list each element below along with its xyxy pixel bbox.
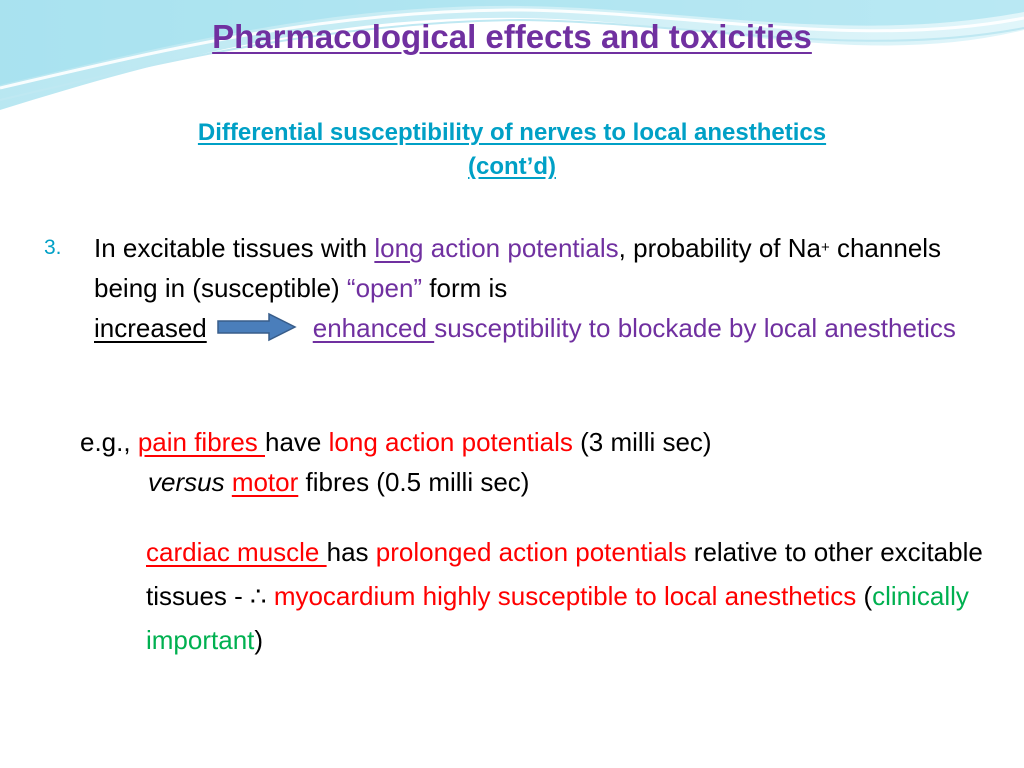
text-run: relative to other excitable tissues - (146, 537, 983, 611)
example-line-2 (80, 462, 980, 502)
clinically-important-term: clinically important (146, 581, 969, 655)
long-term: long (374, 233, 424, 263)
subtitle-line-1: Differential susceptibility of nerves to local anesthetics (197, 119, 827, 146)
text-run: have (265, 427, 329, 457)
example-line-1 (80, 422, 980, 462)
text-run: ) (254, 625, 264, 655)
list-number: 3. (44, 236, 62, 259)
motor-term: motor (231, 467, 299, 497)
cardiac-paragraph (146, 530, 996, 662)
myocardium-text: myocardium highly susceptible to local anesthetics (273, 581, 857, 611)
text-run: In excitable tissues with (94, 233, 375, 263)
text-run: , probability of Na (618, 233, 821, 263)
versus-term: versus (148, 467, 225, 497)
text-run: ( (856, 581, 873, 611)
susceptibility-text: susceptibility to blockade by local anesthetics (434, 313, 956, 343)
long-action-potentials-term: long action potentials (328, 427, 573, 457)
action-potentials-term: action potentials (430, 233, 619, 263)
pain-fibres-term: pain fibres (137, 427, 266, 457)
example-paragraph (80, 422, 980, 502)
text-run: has (326, 537, 376, 567)
cardiac-muscle-term: cardiac muscle (146, 537, 327, 567)
open-term: “open” (346, 273, 423, 303)
text-run: (3 milli sec) (572, 427, 712, 457)
subtitle-line-2: (cont’d) (468, 153, 556, 181)
text-run: e.g., (80, 427, 138, 457)
superscript-plus: + (820, 239, 830, 256)
slide-subtitle (40, 116, 984, 184)
text-run: fibres (0.5 milli sec) (298, 467, 530, 497)
text-run (424, 233, 431, 263)
therefore-symbol: ∴ (250, 581, 267, 611)
text-run: channels being in (susceptible) (94, 233, 942, 303)
prolonged-action-potentials-term: prolonged action potentials (375, 537, 687, 567)
right-arrow-icon (217, 312, 297, 342)
slide-title: Pharmacological effects and toxicities (212, 18, 812, 55)
enhanced-term: enhanced (312, 313, 435, 343)
text-run (225, 467, 232, 497)
text-run: form is (422, 273, 508, 303)
increased-term: increased (94, 313, 207, 343)
list-item-text (94, 228, 994, 348)
text-run (267, 581, 274, 611)
